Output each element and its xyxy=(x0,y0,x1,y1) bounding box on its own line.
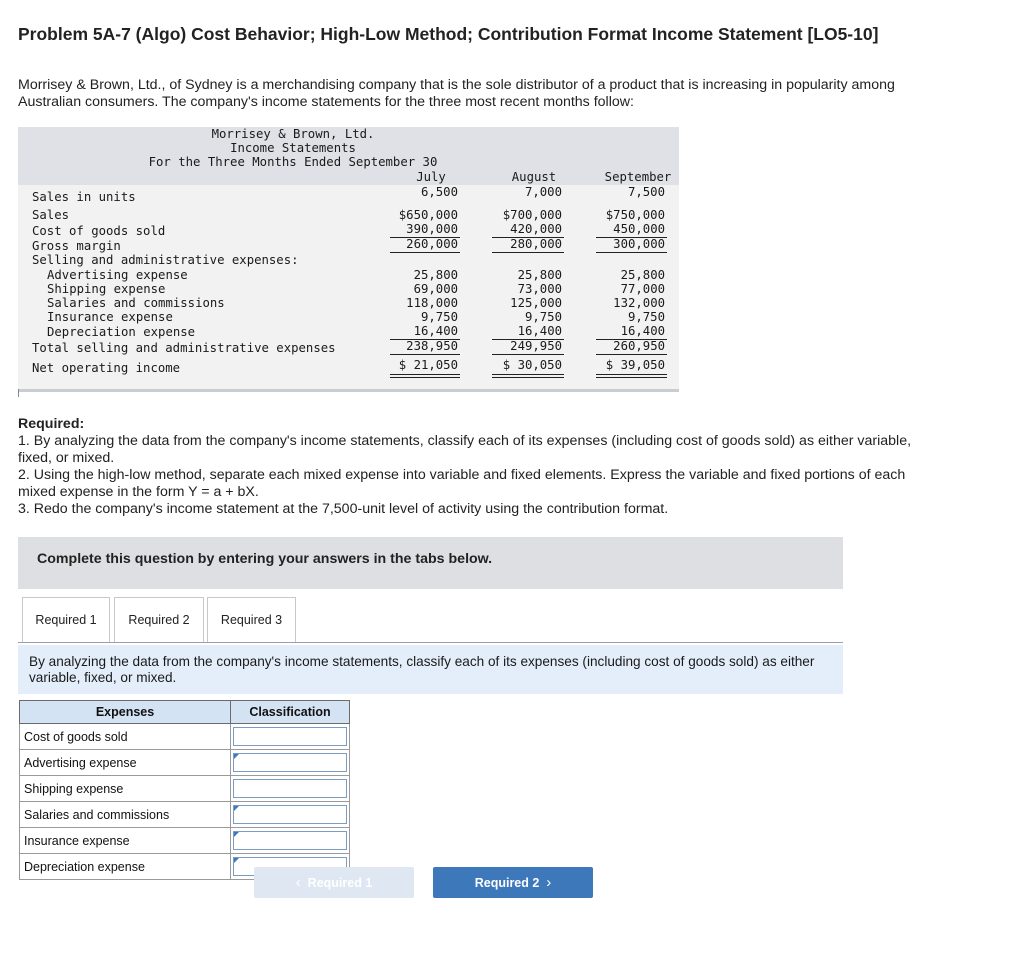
tab-required-3[interactable]: Required 3 xyxy=(207,597,296,642)
divider-mark xyxy=(18,389,19,397)
expense-label: Cost of goods sold xyxy=(20,724,231,750)
cell-value: 16,400 xyxy=(517,324,562,338)
classification-cell[interactable] xyxy=(231,828,350,854)
col-header-expenses: Expenses xyxy=(20,701,231,724)
dropdown-indicator-icon xyxy=(234,832,239,837)
row-label-sales: Sales xyxy=(32,208,70,222)
underline xyxy=(596,354,667,355)
classification-cell[interactable] xyxy=(231,750,350,776)
cell-value: 420,000 xyxy=(510,222,562,236)
banner-text: Complete this question by entering your answers in the tabs below. xyxy=(37,551,493,567)
cell-value: 25,800 xyxy=(413,268,458,282)
prev-button-label: Required 1 xyxy=(307,875,373,890)
chevron-right-icon: › xyxy=(546,874,552,891)
classification-table xyxy=(19,700,350,880)
cell-value: $ 30,050 xyxy=(502,358,562,372)
chevron-left-icon: ‹ xyxy=(295,874,301,891)
cell-value: 260,000 xyxy=(406,237,458,251)
required-item-1: 1. By analyzing the data from the company's income statements, classify each of its expenses (including cost of goods sold) as either variable, fixed, or mixed. xyxy=(18,433,912,466)
cell-value: 9,750 xyxy=(524,310,562,324)
table-row xyxy=(20,776,350,802)
next-button-label: Required 2 xyxy=(474,875,540,890)
row-label-total-sga: Total selling and administrative expenses xyxy=(32,341,336,355)
cell-value: 125,000 xyxy=(510,296,562,310)
required-item-3: 3. Redo the company's income statement at the 7,500-unit level of activity using the contribution format. xyxy=(18,501,669,517)
required-section xyxy=(18,416,938,518)
underline xyxy=(390,252,460,253)
classification-dropdown[interactable] xyxy=(233,727,347,746)
expense-label: Salaries and commissions xyxy=(20,802,231,828)
cell-value: 16,400 xyxy=(620,324,665,338)
cell-value: 9,750 xyxy=(627,310,665,324)
row-label-depreciation: Depreciation expense xyxy=(47,325,196,339)
row-label-cogs: Cost of goods sold xyxy=(32,224,166,238)
classification-dropdown[interactable] xyxy=(233,831,347,850)
income-statement xyxy=(18,127,679,392)
dropdown-indicator-icon xyxy=(234,858,239,863)
classification-dropdown[interactable] xyxy=(233,805,347,824)
cell-value: 6,500 xyxy=(420,185,458,199)
expense-label: Shipping expense xyxy=(20,776,231,802)
row-label-insurance: Insurance expense xyxy=(47,310,173,324)
classification-cell[interactable] xyxy=(231,776,350,802)
col-header-july: July xyxy=(416,170,446,184)
instructions-banner xyxy=(18,537,843,589)
col-header-classification: Classification xyxy=(231,701,350,724)
underline xyxy=(596,252,667,253)
col-header-september: September xyxy=(604,170,672,184)
double-underline xyxy=(596,374,667,378)
tab-required-2[interactable]: Required 2 xyxy=(114,597,204,642)
table-header-row xyxy=(20,701,350,724)
tab-divider xyxy=(18,642,843,643)
intro-paragraph: Morrisey & Brown, Ltd., of Sydney is a merchandising company that is the sole distributor of a product that is increasing in popularity among Australian consumers. The company's income statements for the three most recent months follow: xyxy=(18,77,895,110)
expense-label: Insurance expense xyxy=(20,828,231,854)
next-button[interactable] xyxy=(433,867,593,898)
cell-value: $650,000 xyxy=(398,208,458,222)
row-label-salaries: Salaries and commissions xyxy=(47,296,225,310)
row-label-net-income: Net operating income xyxy=(32,361,181,375)
cell-value: 73,000 xyxy=(517,282,562,296)
cell-value: 390,000 xyxy=(406,222,458,236)
classification-cell[interactable] xyxy=(231,724,350,750)
row-label-advertising: Advertising expense xyxy=(47,268,188,282)
col-header-august: August xyxy=(511,170,557,184)
row-label-shipping: Shipping expense xyxy=(47,282,166,296)
cell-value: 77,000 xyxy=(620,282,665,296)
cell-value: 25,800 xyxy=(517,268,562,282)
double-underline xyxy=(492,374,564,378)
cell-value: 260,950 xyxy=(613,339,665,353)
classification-cell[interactable] xyxy=(231,802,350,828)
cell-value: 300,000 xyxy=(613,237,665,251)
table-row xyxy=(20,724,350,750)
row-label-gross-margin: Gross margin xyxy=(32,239,121,253)
double-underline xyxy=(390,374,460,378)
cell-value: 249,950 xyxy=(510,339,562,353)
page-title: Problem 5A-7 (Algo) Cost Behavior; High-Low Method; Contribution Format Income Statement [LO5-10] xyxy=(18,24,879,44)
cell-value: 16,400 xyxy=(413,324,458,338)
underline xyxy=(492,354,564,355)
cell-value: 132,000 xyxy=(613,296,665,310)
expense-label: Advertising expense xyxy=(20,750,231,776)
cell-value: 118,000 xyxy=(406,296,458,310)
expense-label: Depreciation expense xyxy=(20,854,231,880)
statement-name: Income Statements xyxy=(230,141,356,155)
classification-dropdown[interactable] xyxy=(233,779,347,798)
table-row xyxy=(20,828,350,854)
instruction-text: By analyzing the data from the company's income statements, classify each of its expenses (including cost of goods sold) as either variable, fixed, or mixed. xyxy=(29,654,815,685)
cell-value: $ 21,050 xyxy=(398,358,458,372)
row-label-sales-units: Sales in units xyxy=(32,190,136,204)
dropdown-indicator-icon xyxy=(234,806,239,811)
required-item-2: 2. Using the high-low method, separate each mixed expense into variable and fixed elements. Express the variable and fixed portions of each mixed expense in the form Y = a + bX. xyxy=(18,467,906,500)
tab-instruction xyxy=(18,645,843,694)
dropdown-indicator-icon xyxy=(234,754,239,759)
underline xyxy=(492,252,564,253)
cell-value: 9,750 xyxy=(420,310,458,324)
table-row xyxy=(20,802,350,828)
cell-value: 25,800 xyxy=(620,268,665,282)
statement-company: Morrisey & Brown, Ltd. xyxy=(211,127,375,141)
cell-value: $750,000 xyxy=(605,208,665,222)
cell-value: 69,000 xyxy=(413,282,458,296)
cell-value: 7,000 xyxy=(524,185,562,199)
cell-value: $ 39,050 xyxy=(605,358,665,372)
cell-value: $700,000 xyxy=(502,208,562,222)
cell-value: 450,000 xyxy=(613,222,665,236)
table-row xyxy=(20,750,350,776)
cell-value: 7,500 xyxy=(627,185,665,199)
required-heading: Required: xyxy=(18,416,85,432)
cell-value: 238,950 xyxy=(406,339,458,353)
prev-button[interactable] xyxy=(254,867,414,898)
cell-value: 280,000 xyxy=(510,237,562,251)
statement-period: For the Three Months Ended September 30 xyxy=(148,155,438,169)
underline xyxy=(390,354,460,355)
tab-required-1[interactable]: Required 1 xyxy=(22,597,110,642)
row-label-sga-header: Selling and administrative expenses: xyxy=(32,253,299,267)
classification-dropdown[interactable] xyxy=(233,753,347,772)
